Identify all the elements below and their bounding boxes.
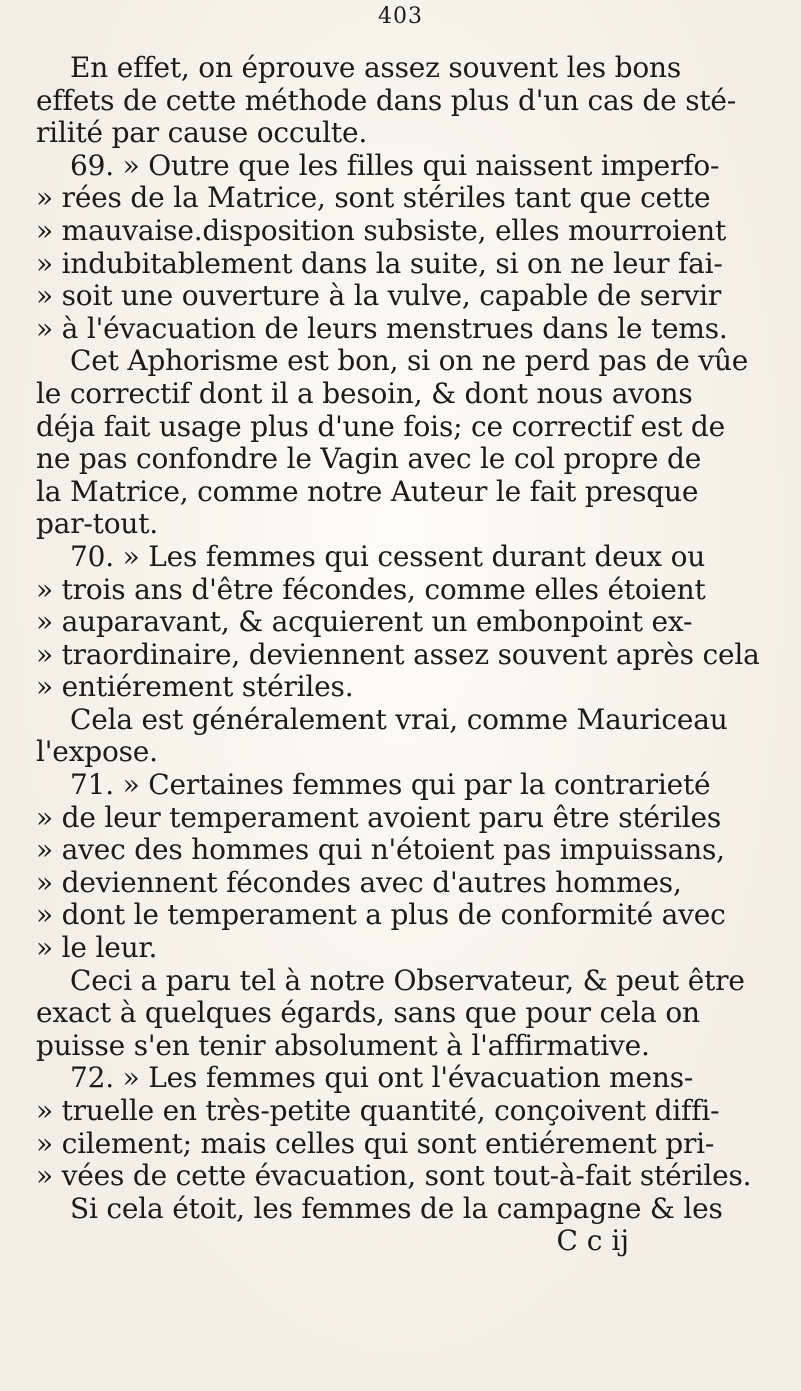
text-line: Cela est généralement vrai, comme Mauriceau [70, 702, 728, 736]
text-line: » entiérement stériles. [36, 670, 354, 704]
text-line: » mauvaise.disposition subsiste, elles mourroient [36, 213, 727, 247]
text-line: » truelle en très-petite quantité, conçoivent diffi- [36, 1094, 720, 1127]
text-line: » le leur. [36, 931, 158, 965]
text-line: » indubitablement dans la suite, si on ne leur fai- [36, 246, 723, 280]
text-line: puisse s'en tenir absolument à l'affirmative. [36, 1028, 650, 1062]
text-line: » auparavant, & acquierent un embonpoint ex- [36, 605, 693, 639]
signature-mark: C c ij [556, 1224, 629, 1258]
text-line: » à l'évacuation de leurs menstrues dans le tems. [36, 311, 728, 345]
text-line: » rées de la Matrice, sont stériles tant que cette [36, 181, 711, 215]
text-line: 69. » Outre que les filles qui naissent imperfo- [70, 148, 720, 182]
text-line: 70. » Les femmes qui cessent durant deux ou [70, 539, 706, 573]
text-line: » deviennent fécondes avec d'autres hommes, [36, 865, 682, 899]
text-line: effets de cette méthode dans plus d'un cas de sté- [36, 83, 737, 117]
text-line: En effet, on éprouve assez souvent les bons [70, 51, 682, 84]
text-line: 71. » Certaines femmes qui par la contrarieté [70, 768, 711, 802]
text-line: Si cela étoit, les femmes de la campagne & les [70, 1191, 723, 1225]
text-line: » trois ans d'être fécondes, comme elles étoient [36, 572, 706, 606]
text-line: » cilement; mais celles qui sont entiérement pri- [36, 1126, 715, 1160]
text-block [36, 52, 761, 1225]
text-line: » traordinaire, deviennent assez souvent après cela [36, 637, 760, 671]
text-line: » dont le temperament a plus de conformité avec [36, 898, 726, 932]
page-number: 403 [378, 4, 423, 29]
text-line: 72. » Les femmes qui ont l'évacuation mens- [70, 1061, 694, 1095]
text-line: Cet Aphorisme est bon, si on ne perd pas de vûe [70, 344, 749, 378]
text-line: » avec des hommes qui n'étoient pas impuissans, [36, 833, 725, 867]
text-line: exact à quelques égards, sans que pour cela on [36, 996, 700, 1030]
text-line: rilité par cause occulte. [36, 116, 368, 150]
text-line: » de leur temperament avoient paru être stériles [36, 800, 722, 834]
text-line: Ceci a paru tel à notre Observateur, & peut être [70, 963, 745, 997]
text-line: déja fait usage plus d'une fois; ce correctif est de [36, 409, 726, 443]
text-line: la Matrice, comme notre Auteur le fait presque [36, 474, 699, 508]
text-line: le correctif dont il a besoin, & dont nous avons [36, 376, 693, 410]
text-line: » soit une ouverture à la vulve, capable de servir [36, 279, 722, 313]
text-line: » vées de cette évacuation, sont tout-à-fait stériles. [36, 1159, 752, 1193]
text-line: par-tout. [36, 507, 158, 541]
text-line: l'expose. [36, 735, 158, 769]
text-line: ne pas confondre le Vagin avec le col propre de [36, 442, 702, 476]
